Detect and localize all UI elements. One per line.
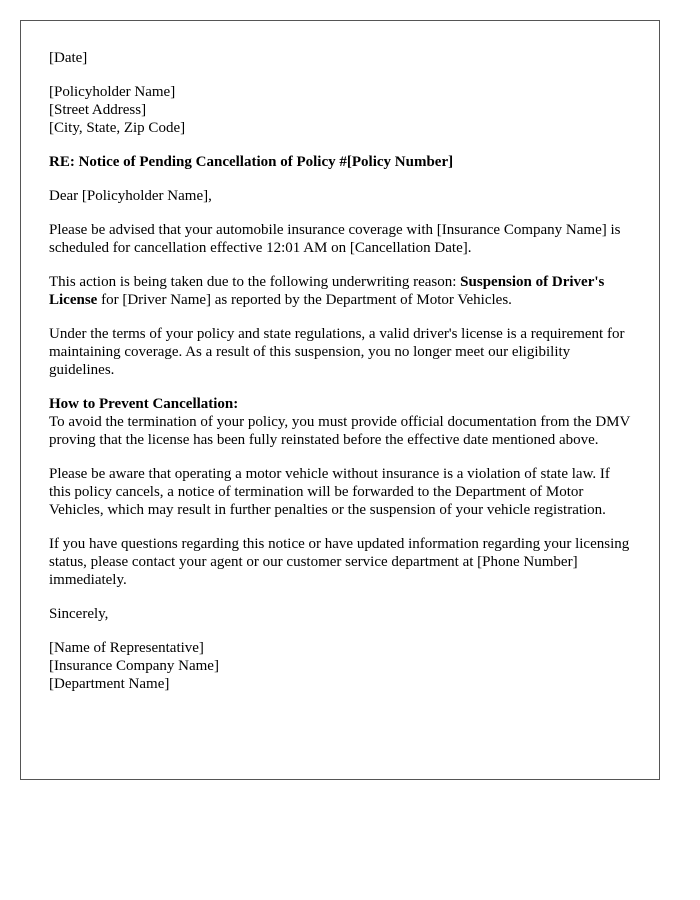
reason-prefix: This action is being taken due to the following underwriting reason: [49, 274, 461, 290]
signature-block [49, 639, 631, 693]
recipient-city: [City, State, Zip Code] [49, 120, 186, 136]
recipient-address [49, 83, 631, 137]
signature-company: [Insurance Company Name] [49, 658, 219, 674]
prevent-cancellation-text: To avoid the termination of your policy, you must provide official documentation from the DMV proving that the license has been fully reinstated before the effective date mentioned above. [49, 414, 631, 448]
recipient-name: [Policyholder Name] [49, 84, 176, 100]
paragraph-underwriting-reason [49, 273, 631, 309]
reason-suffix: for [Driver Name] as reported by the Department of Motor Vehicles. [97, 292, 512, 308]
paragraph-cancellation-notice: Please be advised that your automobile insurance coverage with [Insurance Company Name] is scheduled for cancellation effective 12:01 AM on [Cancellation Date]. [49, 222, 621, 256]
prevent-cancellation-section [49, 395, 631, 449]
prevent-cancellation-heading: How to Prevent Cancellation: [49, 396, 239, 412]
paragraph-eligibility: Under the terms of your policy and state regulations, a valid driver's license is a requirement for maintaining coverage. As a result of this suspension, you no longer meet our eligibility guidelines. [49, 326, 625, 378]
reason-highlight: Suspension of Driver's License [49, 274, 605, 308]
signature-name: [Name of Representative] [49, 640, 204, 656]
letter-closing: Sincerely, [49, 606, 109, 622]
letter-salutation: Dear [Policyholder Name], [49, 188, 212, 204]
paragraph-contact: If you have questions regarding this notice or have updated information regarding your licensing status, please contact your agent or our customer service department at [Phone Number] immediately. [49, 536, 630, 588]
letter-page [20, 20, 660, 780]
paragraph-legal-warning: Please be aware that operating a motor vehicle without insurance is a violation of state law. If this policy cancels, a notice of termination will be forwarded to the Department of Motor Vehicles, which may result in further penalties or the suspension of your vehicle registration. [49, 466, 610, 518]
recipient-street: [Street Address] [49, 102, 147, 118]
letter-date: [Date] [49, 50, 88, 66]
letter-subject: RE: Notice of Pending Cancellation of Policy #[Policy Number] [49, 154, 454, 170]
signature-department: [Department Name] [49, 676, 170, 692]
